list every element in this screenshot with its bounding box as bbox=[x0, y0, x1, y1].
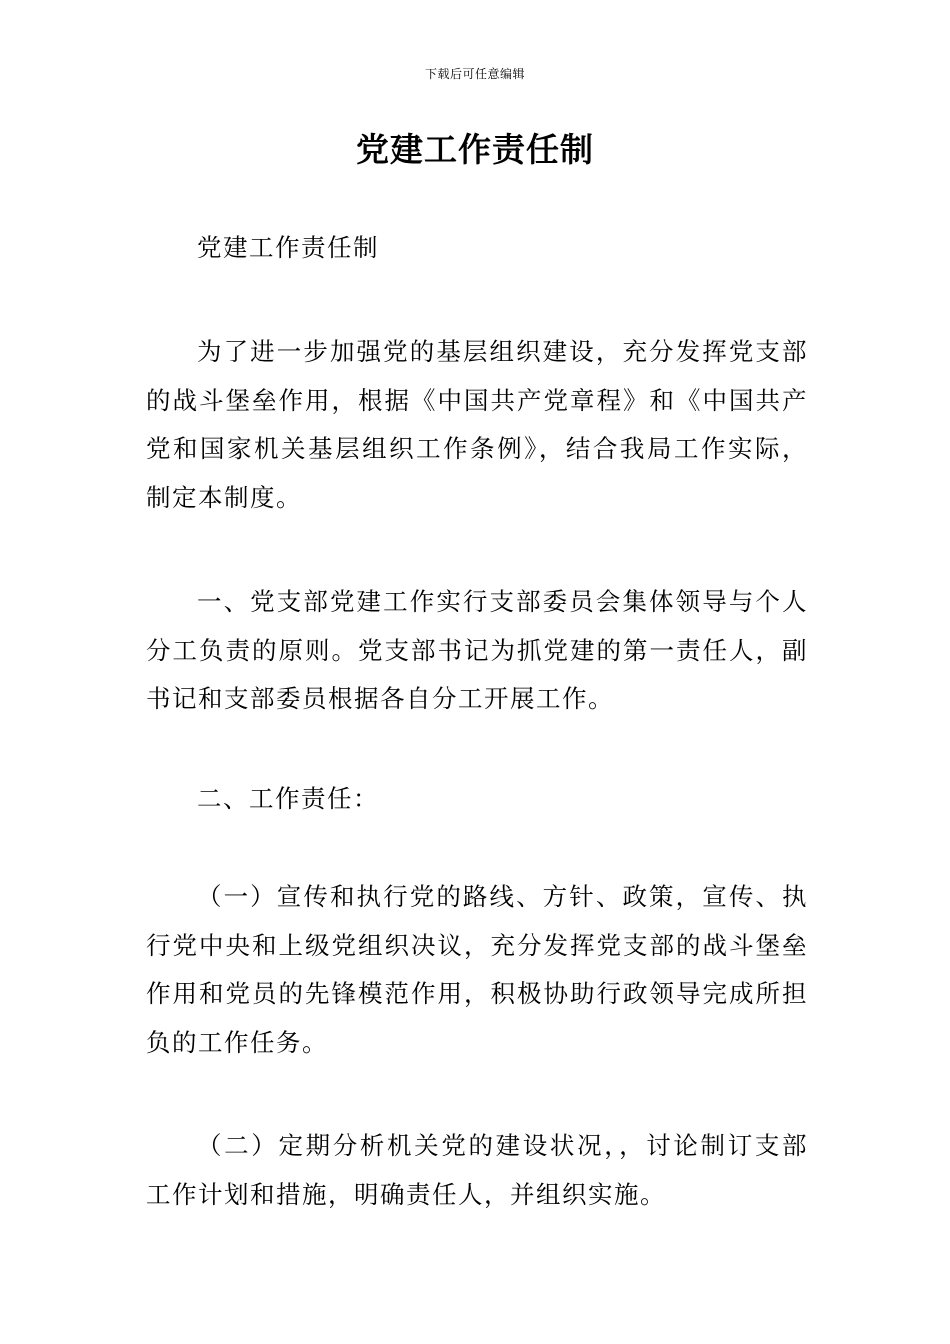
document-title: 党建工作责任制 bbox=[356, 130, 594, 169]
intro-paragraph: 为了进一步加强党的基层组织建设，充分发挥党支部的战斗堡垒作用，根据《中国共产党章程》和《中国共产党和国家机关基层组织工作条例》，结合我局工作实际，制定本制度。 bbox=[146, 337, 808, 512]
section-one-paragraph: 一、党支部党建工作实行支部委员会集体领导与个人分工负责的原则。党支部书记为抓党建的第一责任人，副书记和支部委员根据各自分工开展工作。 bbox=[146, 587, 808, 713]
item-one-paragraph: （一）宣传和执行党的路线、方针、政策，宣传、执行党中央和上级党组织决议，充分发挥党支部的战斗堡垒作用和党员的先锋模范作用，积极协助行政领导完成所担负的工作任务。 bbox=[146, 882, 808, 1057]
header-note: 下载后可任意编辑 bbox=[424, 67, 525, 81]
subtitle-paragraph: 党建工作责任制 bbox=[197, 233, 379, 262]
item-two-paragraph: （二）定期分析机关党的建设状况，，讨论制订支部工作计划和措施，明确责任人，并组织实施。 bbox=[146, 1131, 808, 1209]
section-two-heading: 二、工作责任： bbox=[197, 784, 379, 813]
